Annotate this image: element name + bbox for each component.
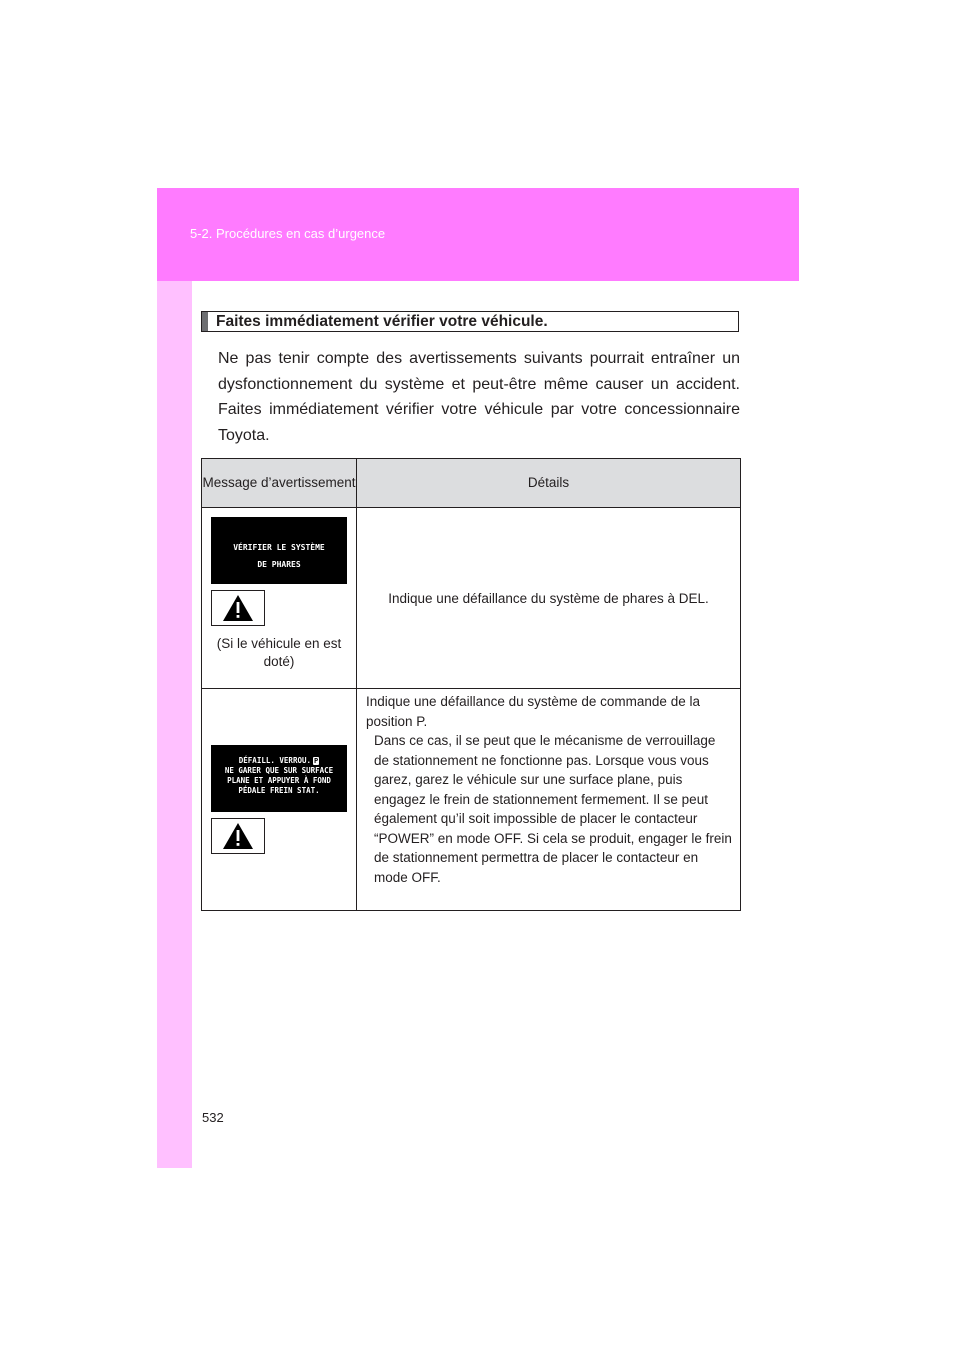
column-header-message: Message d’avertissement	[202, 459, 357, 508]
chapter-section-label: 5-2. Procédures en cas d’urgence	[190, 226, 386, 241]
warning-icon-box	[211, 590, 265, 626]
message-cell	[202, 689, 357, 911]
intro-paragraph: Ne pas tenir compte des avertissements suivants pourrait entraîner un dysfonctionnement du système et peut-être même causer un accident. Faites immédiatement vérifier votre véhicule par votre concessionnaire Toyota.	[218, 350, 740, 444]
section-title: Faites immédiatement vérifier votre véhicule.	[216, 313, 548, 330]
warning-icon-box	[211, 818, 265, 854]
details-cell	[357, 689, 741, 911]
warning-triangle-icon	[222, 594, 254, 622]
table-header-row	[202, 459, 741, 508]
display-screen-image	[211, 517, 347, 584]
side-margin-strip	[157, 281, 192, 1168]
table-row	[202, 508, 741, 689]
message-cell	[202, 508, 357, 689]
screen-line: DÉFAILL. VERROU. P	[238, 756, 319, 765]
screen-line: DE PHARES	[257, 560, 301, 569]
warning-message-table	[201, 458, 741, 911]
screen-line: PLANE ET APPUYER À FOND	[227, 776, 331, 785]
column-header-details: Détails	[357, 459, 741, 508]
details-cell: Indique une défaillance du système de phares à DEL.	[357, 508, 741, 689]
warning-triangle-icon	[222, 822, 254, 850]
section-title-bar	[202, 312, 208, 331]
section-title-box	[201, 311, 739, 332]
page-number: 532	[202, 1110, 224, 1125]
display-screen-image	[211, 745, 347, 812]
screen-line: PÉDALE FREIN STAT.	[238, 786, 320, 795]
screen-line: VÉRIFIER LE SYSTÈME	[233, 543, 325, 552]
chapter-header-band	[157, 188, 799, 281]
screen-line: NE GARER QUE SUR SURFACE	[224, 766, 334, 775]
table-row	[202, 689, 741, 911]
park-p-badge: P	[314, 757, 319, 765]
equipment-note: (Si le véhicule en est doté)	[216, 636, 342, 669]
details-body: Dans ce cas, il se peut que le mécanisme de verrouillage de stationnement ne fonctionne pas. Lorsque vous vous garez, garez le véhicule sur une surface plane, puis engagez le frein de stationnement fermement. Il se peut également qu’il soit impossible de placer le contacteur “POWER” en mode OFF. Si cela se produit, engager le frein de stationnement permettra de placer le contacteur en mode OFF.	[374, 733, 732, 885]
details-lead: Indique une défaillance du système de commande de la position P.	[366, 694, 700, 729]
